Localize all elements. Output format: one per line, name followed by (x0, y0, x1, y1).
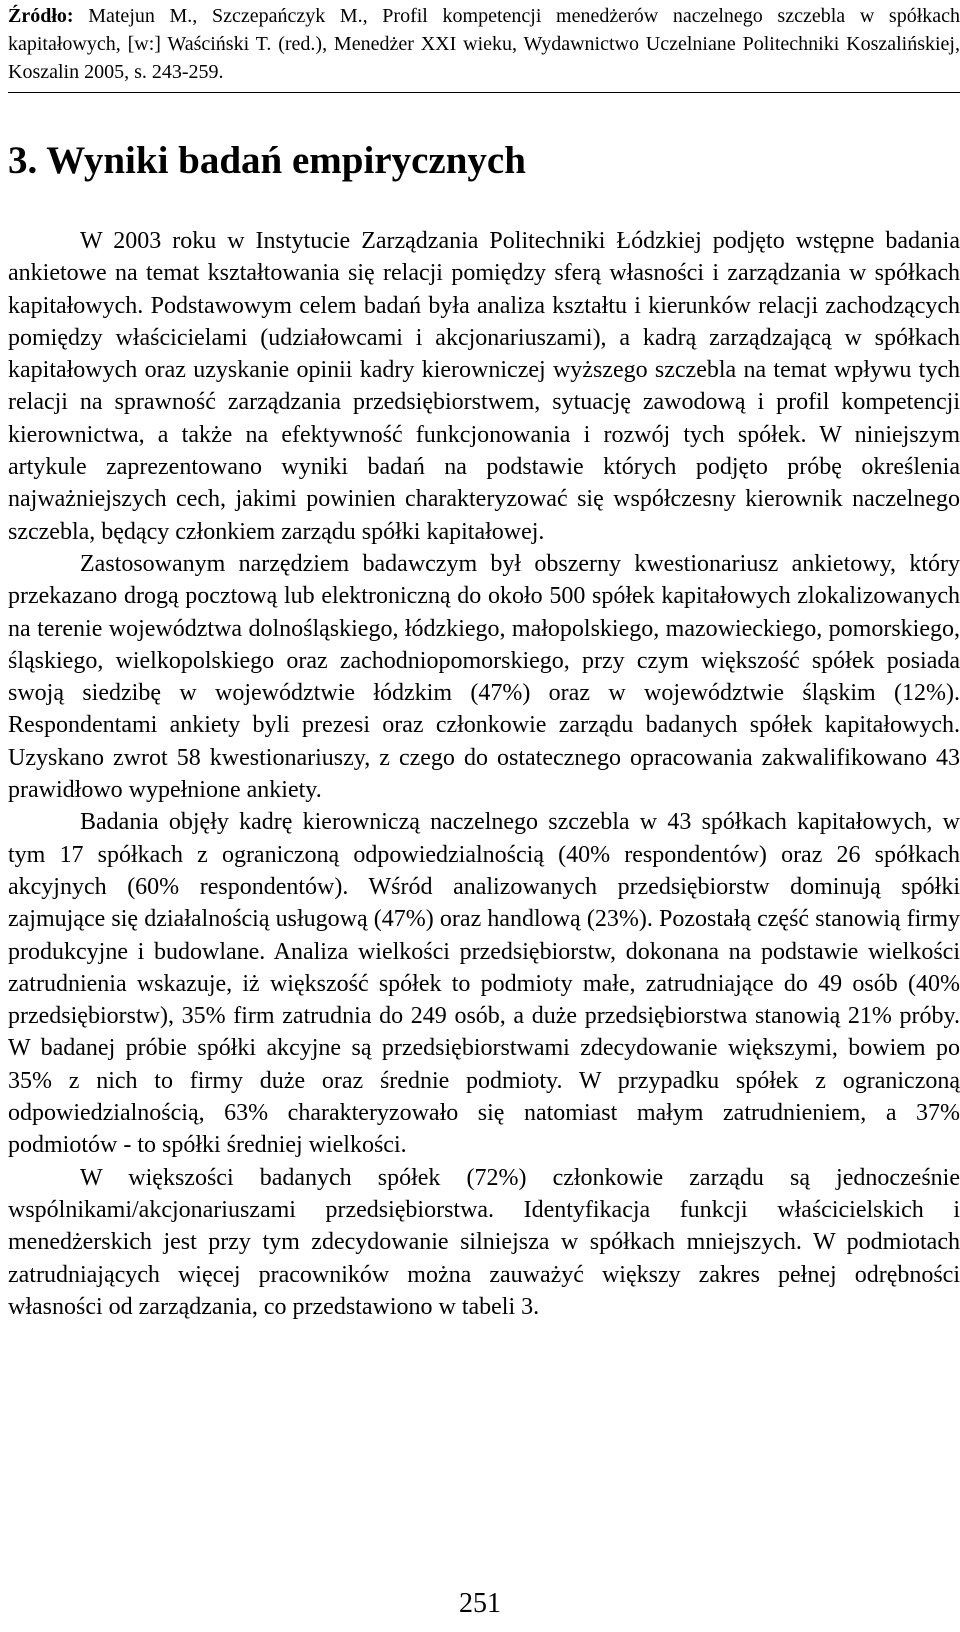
paragraph: W większości badanych spółek (72%) członkowie zarządu są jednocześnie wspólnikami/akcjonariuszami przedsiębiorstwa. Identyfikacja funkcji właścicielskich i menedżerskich jest przy tym zdecydowanie silniejsza w spółkach mniejszych. W podmiotach zatrudniających więcej pracowników można zauważyć większy zakres pełnej odrębności własności od zarządzania, co przedstawiono w tabeli 3. (8, 1164, 960, 1320)
source-divider (8, 92, 960, 93)
section-heading: 3. Wyniki badań empirycznych (8, 139, 526, 182)
paragraph: Zastosowanym narzędziem badawczym był obszerny kwestionariusz ankietowy, który przekazano drogą pocztową lub elektroniczną do około 500 spółek kapitałowych zlokalizowanych na terenie województwa dolnośląskiego, łódzkiego, małopolskiego, mazowieckiego, pomorskiego, śląskiego, wielkopolskiego oraz zachodniopomorskiego, przy czym większość spółek posiada swoją siedzibę w województwie łódzkim (47%) oraz w województwie śląskim (12%). Respondentami ankiety byli prezesi oraz członkowie zarządu badanych spółek kapitałowych. Uzyskano zwrot 58 kwestionariuszy, z czego do ostatecznego opracowania zakwalifikowano 43 prawidłowo wypełnione ankiety. (8, 550, 960, 804)
page-number: 251 (459, 1588, 501, 1619)
source-note (8, 0, 960, 86)
body-text (8, 225, 960, 1323)
source-citation: Matejun M., Szczepańczyk M., Profil kompetencji menedżerów naczelnego szczebla w spółkach kapitałowych, [w:] Waściński T. (red.), Menedżer XXI wieku, Wydawnictwo Uczelniane Politechniki Koszalińskiej, Koszalin 2005, s. 243-259. (8, 5, 960, 83)
paragraph: Badania objęły kadrę kierowniczą naczelnego szczebla w 43 spółkach kapitałowych, w tym 17 spółkach z ograniczoną odpowiedzialnością (40% respondentów) oraz 26 spółkach akcyjnych (60% respondentów). Wśród analizowanych przedsiębiorstw dominują spółki zajmujące się działalnością usługową (47%) oraz handlową (23%). Pozostałą część stanowią firmy produkcyjne i budowlane. Analiza wielkości przedsiębiorstw, dokonana na podstawie wielkości zatrudnienia wskazuje, iż większość spółek to podmioty małe, zatrudniające do 49 osób (40% przedsiębiorstw), 35% firm zatrudnia do 249 osób, a duże przedsiębiorstwa stanowią 21% próby. W badanej próbie spółki akcyjne są przedsiębiorstwami zdecydowanie większymi, bowiem po 35% z nich to firmy duże oraz średnie podmioty. W przypadku spółek z ograniczoną odpowiedzialnością, 63% charakteryzowało się natomiast małym zatrudnieniem, a 37% podmiotów - to spółki średniej wielkości. (8, 809, 960, 1159)
paragraph: W 2003 roku w Instytucie Zarządzania Politechniki Łódzkiej podjęto wstępne badania ankietowe na temat kształtowania się relacji pomiędzy sferą własności i zarządzania w spółkach kapitałowych. Podstawowym celem badań była analiza kształtu i kierunków relacji zachodzących pomiędzy właścicielami (udziałowcami i akcjonariuszami), a kadrą zarządzającą w spółkach kapitałowych oraz uzyskanie opinii kadry kierowniczej wyższego szczebla na temat wpływu tych relacji na sprawność zarządzania przedsiębiorstwem, sytuację zawodową i profil kompetencji kierownictwa, a także na efektywność funkcjonowania i rozwój tych spółek. W niniejszym artykule zaprezentowano wyniki badań na podstawie których podjęto próbę określenia najważniejszych cech, jakimi powinien charakteryzować się współczesny kierownik naczelnego szczebla, będący członkiem zarządu spółki kapitałowej. (8, 228, 960, 545)
source-label: Źródło: (8, 5, 74, 27)
document-page (8, 0, 960, 1632)
